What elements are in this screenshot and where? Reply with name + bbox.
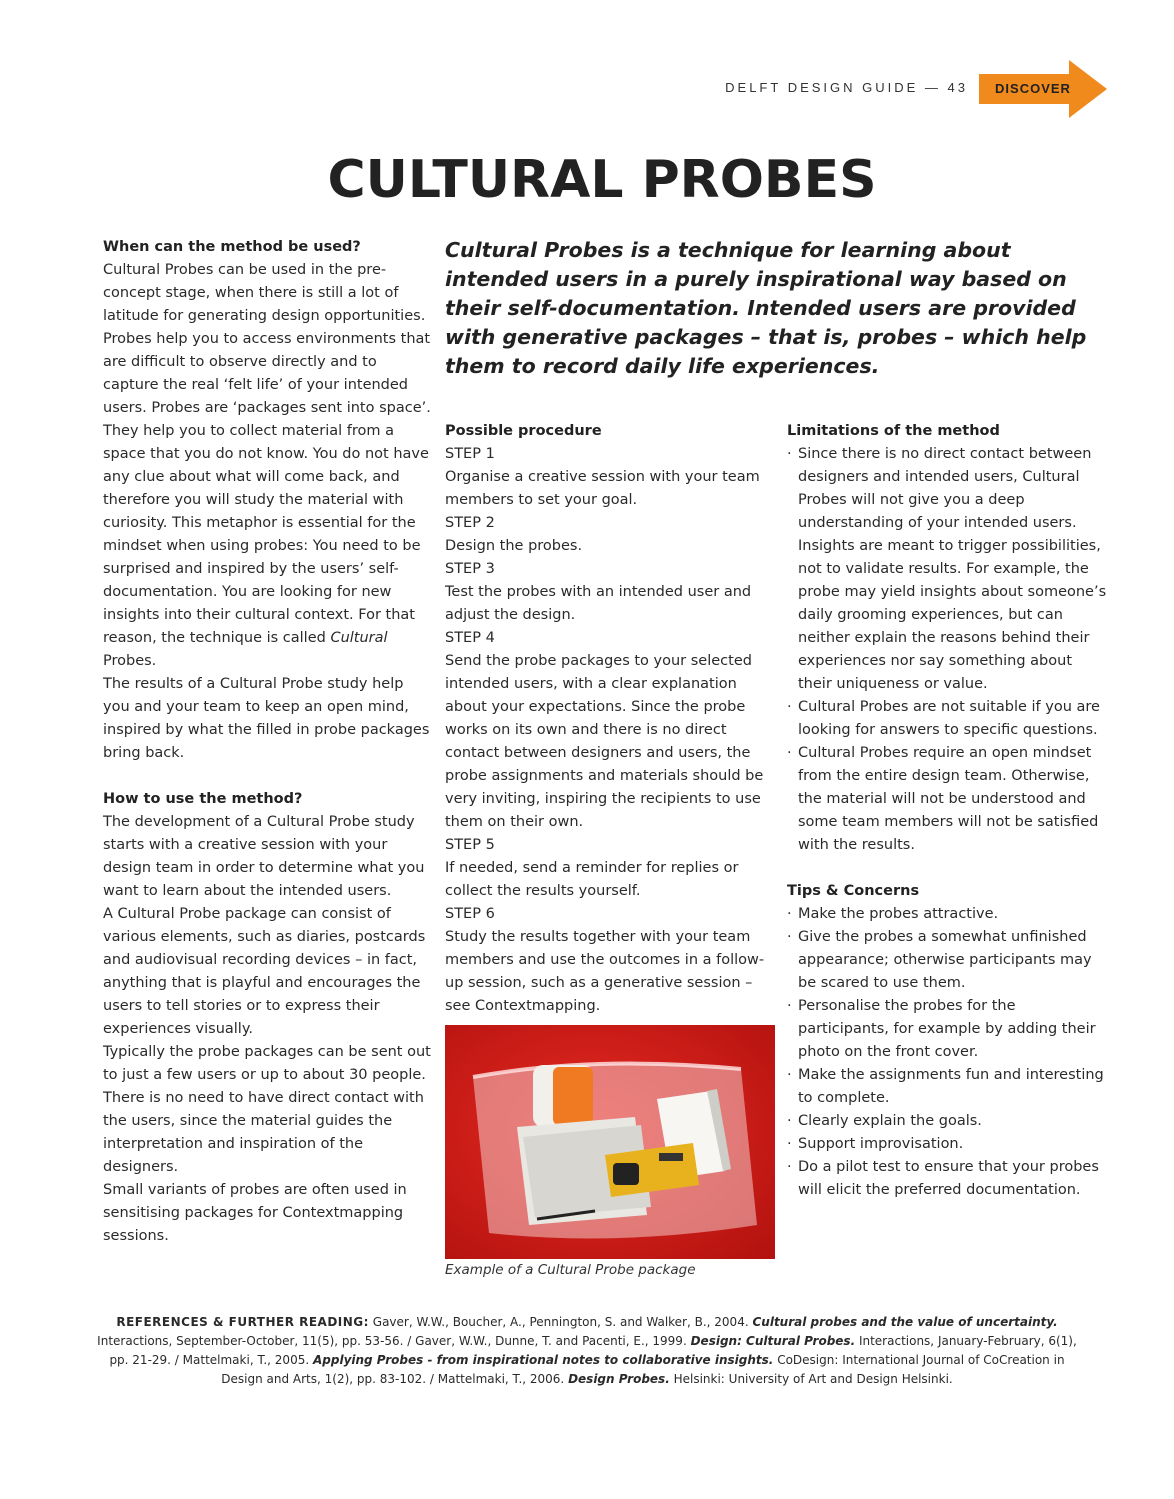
step-text: Test the probes with an intended user and adjust the design. <box>445 584 752 623</box>
running-header: DELFT DESIGN GUIDE — 43 <box>725 80 968 95</box>
list-item: · Clearly explain the goals. <box>787 1110 1107 1133</box>
when-text-end: Probes. <box>103 653 157 669</box>
step-label: STEP 4 <box>445 630 495 646</box>
section-tag <box>979 60 1107 118</box>
how-paragraph-3: Typically the probe packages can be sent out to just a few users or up to about 30 people. There is no need to have direct contact with the users, since the material guides the interpretation and inspiration of the designers. <box>103 1044 431 1175</box>
ref-1-source: Interactions, September-October, 11(5), pp. 53-56. / Gaver, W.W., Dunne, T. and Pacenti, E., 1999. <box>97 1334 687 1348</box>
list-item: · Make the assignments fun and interesting to complete. <box>787 1064 1107 1110</box>
how-paragraph-2: A Cultural Probe package can consist of various elements, such as diaries, postcards and audiovisual recording devices – in fact, anything that is playful and encourages the users to tell stories or to express their experiences visually. <box>103 906 426 1037</box>
step-text: Send the probe packages to your selected intended users, with a clear explanation about your expectations. Since the probe works on its own and there is no direct contact between designers and users, the probe assignments and materials should be very inviting, inspiring the recipients to use them on their own. <box>445 653 764 830</box>
when-heading: When can the method be used? <box>103 239 361 255</box>
how-heading: How to use the method? <box>103 791 303 807</box>
ref-2-source: Interactions, January-February, 6(1), pp. 21-29. / Mattelmaki, T., 2005. <box>109 1334 1077 1367</box>
how-paragraph-1: The development of a Cultural Probe study starts with a creative session with your design team in order to determine what you want to learn about the intended users. <box>103 814 425 899</box>
list-item: · Cultural Probes are not suitable if you are looking for answers to specific questions. <box>787 696 1107 742</box>
step-text: If needed, send a reminder for replies or collect the results yourself. <box>445 860 739 899</box>
step-label: STEP 2 <box>445 515 495 531</box>
ref-3-title: Applying Probes - from inspirational notes to collaborative insights. <box>312 1353 774 1367</box>
when-text: Cultural Probes can be used in the pre-concept stage, when there is still a lot of latitude for generating design opportunities. Probes help you to access environments that are difficult to observe directly and to capture the real ‘felt life’ of your intended users. Probes are ‘packages sent into space’. They help you to collect material from a space that you do not know. You do not have any clue about what will come back, and therefore you will study the material with curiosity. This metaphor is essential for the mindset when using probes: You need to be surprised and inspired by the users’ self-documentation. You are looking for new insights into their cultural context. For that reason, the technique is called <box>103 262 431 646</box>
ref-4-title: Design Probes. <box>568 1372 670 1386</box>
list-item: · Cultural Probes require an open mindset from the entire design team. Otherwise, the material will not be understood and some team members will not be satisfied with the results. <box>787 742 1107 857</box>
list-item: · Personalise the probes for the participants, for example by adding their photo on the front cover. <box>787 995 1107 1064</box>
probe-package-image <box>445 1025 775 1259</box>
when-paragraph-2: The results of a Cultural Probe study help you and your team to keep an open mind, inspired by what the filled in probe packages bring back. <box>103 676 430 761</box>
section-tag-label: DISCOVER <box>995 81 1071 96</box>
ref-2-title: Design: Cultural Probes. <box>690 1334 856 1348</box>
references <box>95 1313 1079 1389</box>
photo-caption: Example of a Cultural Probe package <box>445 1262 696 1278</box>
step-text: Organise a creative session with your team members to set your goal. <box>445 469 760 508</box>
probe-package-photo <box>445 1025 775 1259</box>
page-title: CULTURAL PROBES <box>327 150 877 210</box>
procedure-heading: Possible procedure <box>445 423 602 439</box>
list-item: · Since there is no direct contact between designers and intended users, Cultural Probes will not give you a deep understanding of your intended users. Insights are meant to trigger possibilities, not to validate results. For example, the probe may yield insights about someone’s daily grooming experiences, but can neither explain the reasons behind their experiences nor say something about their uniqueness or value. <box>787 443 1107 696</box>
lead-paragraph: Cultural Probes is a technique for learning about intended users in a purely inspirational way based on their self-documentation. Intended users are provided with generative packages – that is, probes – which help them to record daily life experiences. <box>445 238 1087 378</box>
step-label: STEP 6 <box>445 906 495 922</box>
list-item: · Make the probes attractive. <box>787 903 1107 926</box>
limitations-heading: Limitations of the method <box>787 423 1000 439</box>
list-item: · Do a pilot test to ensure that your probes will elicit the preferred documentation. <box>787 1156 1107 1202</box>
when-emphasis: Cultural <box>330 630 388 646</box>
step-label: STEP 5 <box>445 837 495 853</box>
references-label: REFERENCES & FURTHER READING: <box>116 1315 369 1329</box>
list-item: · Give the probes a somewhat unfinished appearance; otherwise participants may be scared to use them. <box>787 926 1107 995</box>
when-paragraph-1 <box>103 259 433 673</box>
ref-1-title: Cultural probes and the value of uncertainty. <box>752 1315 1058 1329</box>
how-paragraph-4: Small variants of probes are often used in sensitising packages for Contextmapping sessions. <box>103 1182 407 1244</box>
column-right <box>787 420 1107 1202</box>
step-label: STEP 3 <box>445 561 495 577</box>
tips-list <box>787 903 1107 1202</box>
step-text: Design the probes. <box>445 538 583 554</box>
step-text: Study the results together with your team members and use the outcomes in a follow-up session, such as a generative session – see Contextmapping. <box>445 929 765 1014</box>
ref-1-authors: Gaver, W.W., Boucher, A., Pennington, S. and Walker, B., 2004. <box>372 1315 749 1329</box>
list-item: · Support improvisation. <box>787 1133 1107 1156</box>
ref-3-source: CoDesign: International Journal of CoCreation in Design and Arts, 1(2), pp. 83-102. / Mattelmaki, T., 2006. <box>221 1353 1065 1386</box>
ref-4-source: Helsinki: University of Art and Design Helsinki. <box>673 1372 953 1386</box>
column-middle <box>445 420 775 1018</box>
step-label: STEP 1 <box>445 446 495 462</box>
limitations-list <box>787 443 1107 857</box>
column-left <box>103 236 433 1248</box>
tips-heading: Tips & Concerns <box>787 883 920 899</box>
